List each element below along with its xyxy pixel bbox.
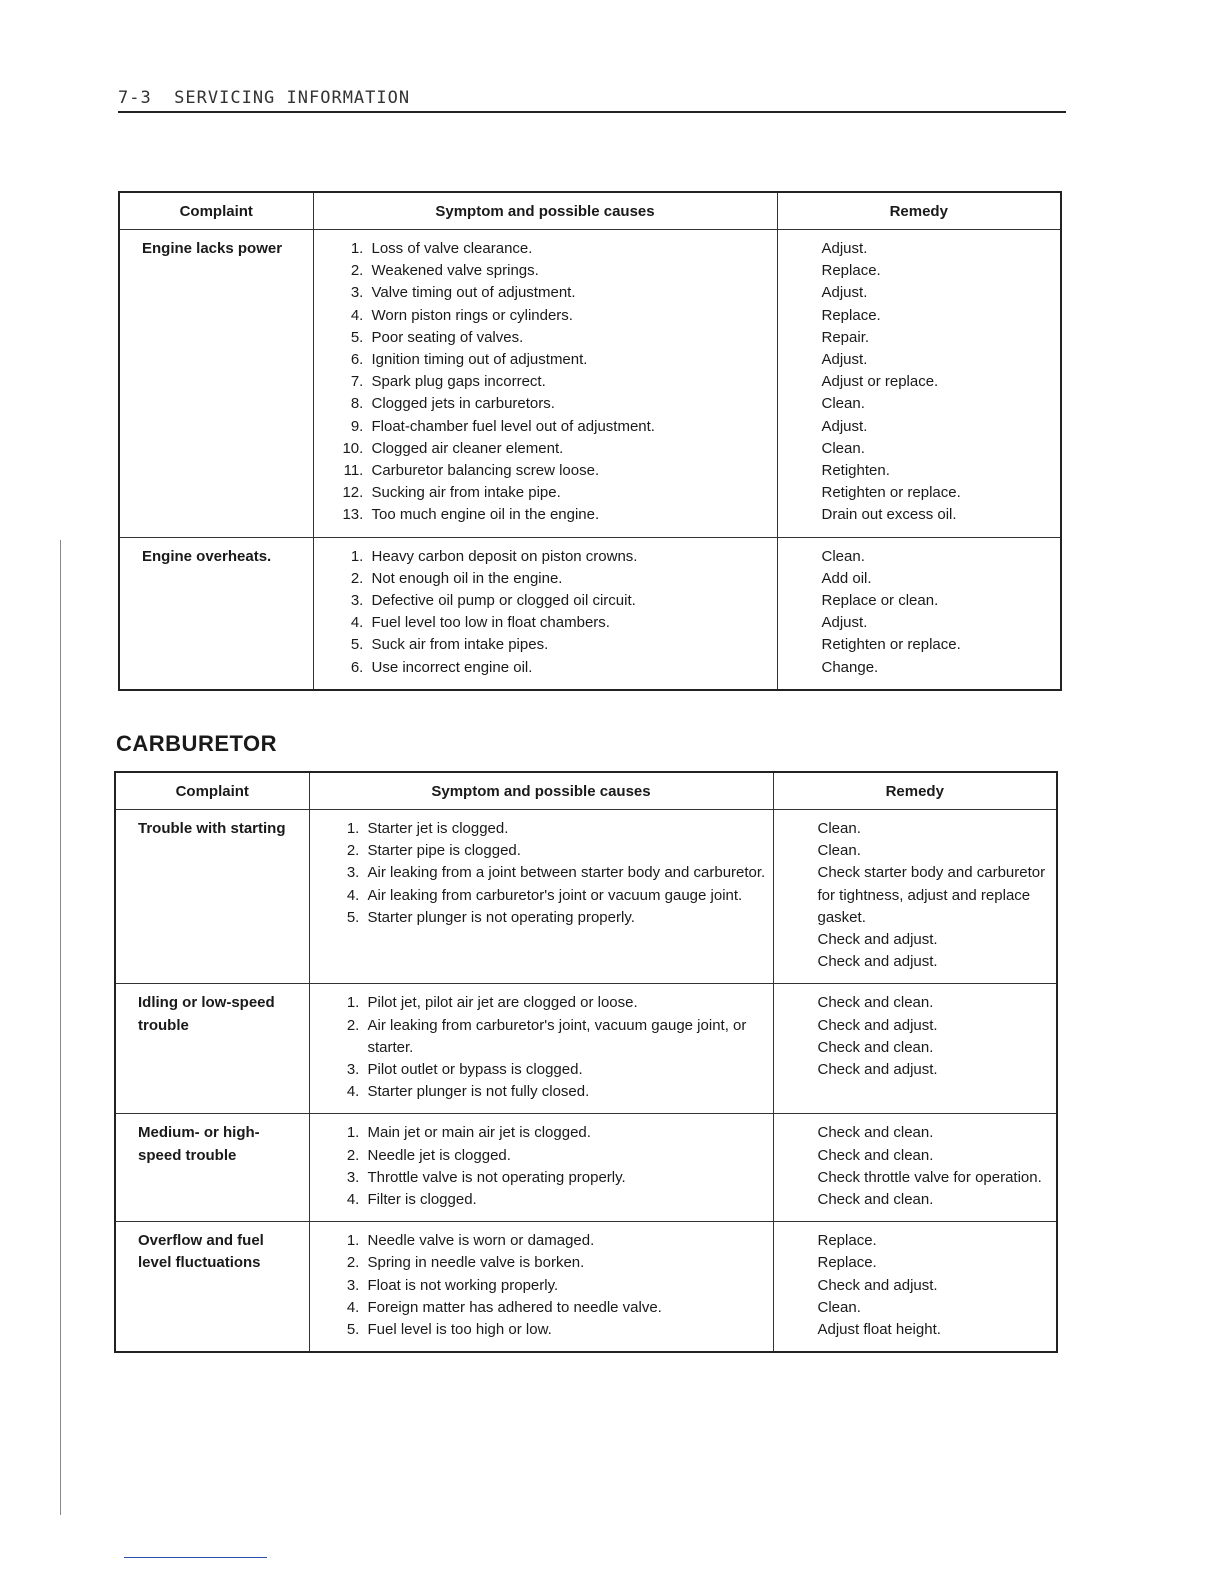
cause-item: 3. Throttle valve is not operating properly. [364,1167,773,1189]
cause-item: 5. Poor seating of valves. [368,327,777,349]
remedy-column-header: Remedy [773,772,1057,810]
symptom-cell [309,984,773,1114]
remedy-list [822,546,1061,679]
symptom-cell [313,537,777,690]
cause-item: 2. Not enough oil in the engine. [368,568,777,590]
remedy-cell [777,537,1061,690]
causes-list [330,1122,773,1211]
remedy-item: Adjust. [821,351,868,369]
table-row [119,230,1061,538]
cause-item: 12. Sucking air from intake pipe. [368,482,777,504]
cause-item: 3. Pilot outlet or bypass is clogged. [364,1059,773,1081]
cause-item: 10. Clogged air cleaner element. [368,438,777,460]
remedy-item: Check and adjust. [817,931,938,949]
cause-item: 2. Needle jet is clogged. [364,1145,773,1167]
remedy-item: Check and clean. [817,1038,934,1056]
causes-list [330,992,773,1103]
remedy-cell [773,1114,1057,1222]
cause-item: 6. Use incorrect engine oil. [368,657,777,679]
remedy-column-header: Remedy [777,192,1061,230]
remedy-item: Adjust. [821,240,868,257]
remedy-item: Check and clean. [817,994,934,1012]
cause-item: 8. Clogged jets in carburetors. [368,393,777,415]
engine-troubleshooting-table [118,191,1062,691]
remedy-item: Clean. [821,547,865,565]
cause-item: 11. Carburetor balancing screw loose. [368,460,777,482]
remedy-item: Clean. [821,439,865,457]
cause-item: 4. Air leaking from carburetor's joint or vacuum gauge joint. [364,885,773,907]
complaint-cell [115,810,309,984]
remedy-item: Drain out excess oil. [821,506,957,524]
symptom-cell [309,810,773,984]
cause-item: 2. Spring in needle valve is borken. [364,1252,773,1274]
cause-item: 1. Heavy carbon deposit on piston crowns. [368,546,777,568]
binding-edge-line [60,540,61,1515]
page-header [118,88,1066,113]
remedy-item: Check and clean. [817,1191,934,1209]
remedy-cell [773,1222,1057,1353]
symptom-cell [313,230,777,538]
footer-link-underline [124,1557,267,1558]
cause-item: 1. Starter jet is clogged. [364,818,773,840]
complaint-cell [115,984,309,1114]
remedy-item: Clean. [821,395,865,413]
complaint-text: Medium- or high-speed trouble [138,1124,260,1164]
cause-item: 2. Starter pipe is clogged. [364,840,773,862]
remedy-item: Check starter body and carburetor for tightness, adjust and replace gasket. [817,864,1046,926]
cause-item: 1. Loss of valve clearance. [368,238,777,260]
remedy-list [818,992,1057,1081]
remedy-item: Replace. [817,1254,877,1272]
remedy-cell [773,984,1057,1114]
remedy-item: Adjust float height. [817,1321,941,1339]
cause-item: 3. Defective oil pump or clogged oil circuit. [368,590,777,612]
remedy-item: Replace. [821,262,881,280]
causes-list [334,546,777,679]
page-number: 7-3 [118,88,152,108]
complaint-text: Trouble with starting [138,820,286,837]
cause-item: 3. Float is not working properly. [364,1275,773,1297]
remedy-item: Check throttle valve for operation. [817,1168,1042,1186]
complaint-column-header: Complaint [119,192,313,230]
complaint-text: Overflow and fuel level fluctuations [138,1232,264,1272]
remedy-item: Check and clean. [817,1146,934,1164]
symptom-cell [309,1114,773,1222]
table-header-row [119,192,1061,230]
remedy-item: Adjust or replace. [821,373,939,391]
cause-item: 5. Suck air from intake pipes. [368,634,777,656]
cause-item: 3. Valve timing out of adjustment. [368,282,777,304]
remedy-item: Check and adjust. [817,1061,938,1079]
symptom-column-header: Symptom and possible causes [309,772,773,810]
cause-item: 1. Needle valve is worn or damaged. [364,1230,773,1252]
cause-item: 4. Starter plunger is not fully closed. [364,1081,773,1103]
cause-item: 4. Foreign matter has adhered to needle valve. [364,1297,773,1319]
cause-item: 7. Spark plug gaps incorrect. [368,371,777,393]
remedy-list [818,1122,1057,1211]
remedy-item: Replace or clean. [821,592,939,610]
complaint-text: Engine overheats. [142,547,272,565]
remedy-item: Adjust. [821,614,868,632]
cause-item: 2. Air leaking from carburetor's joint, vacuum gauge joint, or starter. [364,1015,773,1059]
remedy-item: Adjust. [821,417,868,435]
remedy-item: Retighten or replace. [821,484,961,502]
causes-list [330,818,773,929]
carburetor-troubleshooting-table [114,771,1058,1353]
remedy-item: Add oil. [821,569,872,587]
remedy-cell [773,810,1057,984]
complaint-column-header: Complaint [115,772,309,810]
remedy-item: Check and adjust. [817,1276,938,1294]
remedy-item: Clean. [817,820,861,837]
causes-list [330,1230,773,1341]
remedy-item: Retighten or replace. [821,636,961,654]
remedy-item: Clean. [817,842,861,860]
cause-item: 3. Air leaking from a joint between starter body and carburetor. [364,862,773,884]
cause-item: 4. Filter is clogged. [364,1189,773,1211]
remedy-item: Change. [821,658,879,676]
remedy-item: Repair. [821,328,870,346]
complaint-cell [119,230,313,538]
remedy-item: Replace. [817,1232,877,1250]
remedy-item: Check and clean. [817,1124,934,1142]
complaint-text: Engine lacks power [142,240,283,257]
cause-item: 5. Fuel level is too high or low. [364,1319,773,1341]
cause-item: 6. Ignition timing out of adjustment. [368,349,777,371]
cause-item: 9. Float-chamber fuel level out of adjustment. [368,416,777,438]
remedy-item: Adjust. [821,284,868,302]
cause-item: 13. Too much engine oil in the engine. [368,504,777,526]
remedy-list [818,818,1057,973]
cause-item: 1. Main jet or main air jet is clogged. [364,1122,773,1144]
causes-list [334,238,777,527]
table-row [115,1114,1057,1222]
remedy-item: Retighten. [821,462,890,480]
complaint-cell [119,537,313,690]
section-title-carburetor: CARBURETOR [116,731,278,756]
table-row [115,984,1057,1114]
cause-item: 1. Pilot jet, pilot air jet are clogged or loose. [364,992,773,1014]
remedy-item: Replace. [821,306,881,324]
remedy-list [822,238,1061,527]
remedy-cell [777,230,1061,538]
cause-item: 2. Weakened valve springs. [368,260,777,282]
remedy-item: Clean. [817,1298,861,1316]
cause-item: 4. Worn piston rings or cylinders. [368,305,777,327]
symptom-column-header: Symptom and possible causes [313,192,777,230]
complaint-cell [115,1114,309,1222]
table-row [119,537,1061,690]
remedy-item: Check and adjust. [817,1016,938,1034]
cause-item: 4. Fuel level too low in float chambers. [368,612,777,634]
table-row [115,1222,1057,1353]
table-header-row [115,772,1057,810]
complaint-text: Idling or low-speed trouble [138,994,275,1034]
complaint-cell [115,1222,309,1353]
table-row [115,810,1057,984]
symptom-cell [309,1222,773,1353]
remedy-list [818,1230,1057,1341]
cause-item: 5. Starter plunger is not operating properly. [364,907,773,929]
page-title: SERVICING INFORMATION [174,88,411,108]
remedy-item: Check and adjust. [817,953,938,971]
